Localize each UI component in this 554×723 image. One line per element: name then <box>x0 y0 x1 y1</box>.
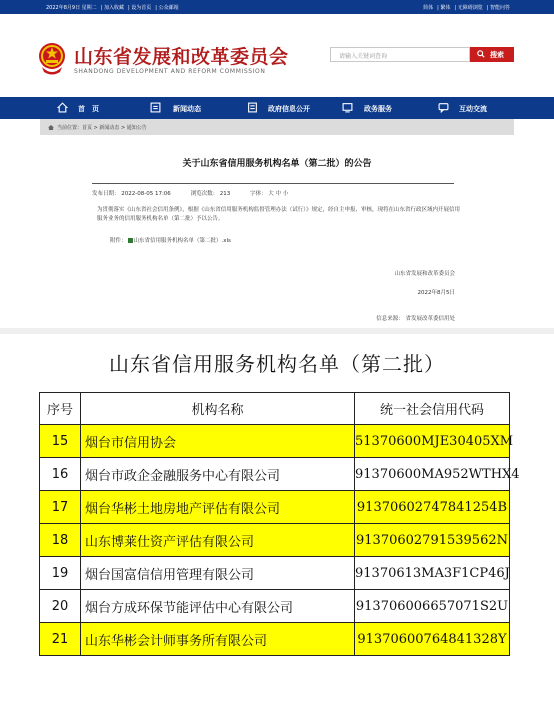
traditional-link[interactable]: 繁体 <box>440 5 451 11</box>
table-row <box>40 524 510 557</box>
credit-code: 91370600MA952WTHX4 <box>355 458 510 491</box>
site-subtitle: SHANDONG DEVELOPMENT AND REFORM COMMISSION <box>74 68 266 75</box>
add-favorite-link[interactable]: 加入收藏 <box>103 5 124 11</box>
nav-item-news[interactable]: 新闻动态 <box>173 105 201 113</box>
main-nav <box>0 97 554 119</box>
home-icon <box>57 102 68 113</box>
search-input[interactable]: 请输入关键词查询 <box>330 47 470 62</box>
agency-name: 烟台市政企金融服务中心有限公司 <box>81 458 355 491</box>
row-number: 16 <box>40 458 81 491</box>
signature-date: 2022年8月5日 <box>417 290 455 296</box>
credit-code: 91370600764841328Y <box>355 623 510 656</box>
excel-file-icon <box>128 238 133 243</box>
news-icon <box>150 102 161 113</box>
article-title: 关于山东省信用服务机构名单（第二批）的公告 <box>182 159 372 169</box>
site-header <box>0 14 554 97</box>
credit-code: 51370600MJE30405XM <box>355 425 510 458</box>
header-code: 统一社会信用代码 <box>355 393 510 425</box>
public-mail-link[interactable]: 公众邮箱 <box>158 5 179 11</box>
service-icon <box>342 102 353 113</box>
header-name: 机构名称 <box>81 393 355 425</box>
table-row <box>40 425 510 458</box>
chat-icon <box>438 102 449 113</box>
attachment-label: 附件： <box>110 238 127 244</box>
row-number: 17 <box>40 491 81 524</box>
date-text: 2022年8月9日 星期二 <box>46 5 97 11</box>
site-title: 山东省发展和改革委员会 <box>74 46 289 68</box>
row-number: 18 <box>40 524 81 557</box>
table-header-row <box>40 393 510 425</box>
table-row <box>40 458 510 491</box>
agency-name: 山东博莱仕资产评估有限公司 <box>81 524 355 557</box>
agency-name: 烟台华彬土地房地产评估有限公司 <box>81 491 355 524</box>
agency-list-table <box>39 392 520 656</box>
set-homepage-link[interactable]: 设为首页 <box>131 5 152 11</box>
nav-item-interaction[interactable]: 互动交流 <box>459 105 487 113</box>
attachment-link[interactable]: 山东省信用服务机构名单（第二批）.xls <box>133 238 231 244</box>
smart-qa-link[interactable]: 智能问答 <box>489 5 510 11</box>
nav-item-info-disclosure[interactable]: 政府信息公开 <box>268 105 310 113</box>
table-body <box>40 425 520 656</box>
national-emblem-icon <box>38 41 66 77</box>
agency-name: 山东华彬会计师事务所有限公司 <box>81 623 355 656</box>
table-row <box>40 557 510 590</box>
accessibility-link[interactable]: 无障碍浏览 <box>457 5 483 11</box>
location-icon <box>48 125 54 130</box>
view-count: 浏览次数： 213 <box>190 191 231 197</box>
credit-code: 91370602747841254B <box>355 491 510 524</box>
signature-org: 山东省发展和改革委员会 <box>394 271 455 277</box>
table-row <box>40 491 510 524</box>
row-number: 15 <box>40 425 81 458</box>
article-body: 为贯彻落实《山东省社会信用条例》，根据《山东省信用服务机构监督管理办法（试行）》规定，经自主申报、审核，现将在山东省行政区域内开展信用服务业务的信用服务机构名单（第二批）予以公告。 <box>97 207 461 222</box>
meta-divider <box>92 183 454 184</box>
table-row <box>40 590 510 623</box>
nav-item-home[interactable]: 首 页 <box>78 105 99 113</box>
row-number: 20 <box>40 590 81 623</box>
agency-name: 烟台市信用协会 <box>81 425 355 458</box>
agency-name: 烟台方成环保节能评估中心有限公司 <box>81 590 355 623</box>
credit-code: 91370613MA3F1CP46J <box>355 557 510 590</box>
breadcrumb-text[interactable]: 当前位置：首页 > 新闻动态 > 通知公告 <box>57 125 147 131</box>
table-title: 山东省信用服务机构名单（第二批） <box>109 352 445 376</box>
table-row <box>40 623 510 656</box>
font-size-switch[interactable]: 字体： 大 中 小 <box>250 191 289 197</box>
info-disclosure-icon <box>247 102 258 113</box>
info-source: 信息来源： 省发展改革委信用处 <box>376 316 455 322</box>
credit-code: 91370602791539562N <box>355 524 510 557</box>
row-number: 19 <box>40 557 81 590</box>
top-bar-left: 2022年8月9日 星期二 | 加入收藏 | 设为首页 | 公众邮箱 <box>46 5 179 11</box>
simplified-link[interactable]: 简体 <box>423 5 434 11</box>
attachment <box>110 236 231 244</box>
breadcrumb <box>40 119 514 135</box>
credit-code: 913706006657071S2U <box>355 590 510 623</box>
header-no: 序号 <box>40 393 81 425</box>
publish-date: 发布日期： 2022-08-05 17:06 <box>92 191 171 197</box>
article-meta <box>92 189 306 197</box>
row-number: 21 <box>40 623 81 656</box>
search-button[interactable] <box>470 47 514 62</box>
search-icon <box>477 50 485 58</box>
search-button-label: 搜索 <box>490 51 504 59</box>
section-divider <box>0 328 554 334</box>
top-bar <box>0 0 554 14</box>
agency-name: 烟台国富信信用管理有限公司 <box>81 557 355 590</box>
top-bar-right: 简体 | 繁体 | 无障碍浏览 | 智能问答 <box>423 5 510 11</box>
nav-item-services[interactable]: 政务服务 <box>364 105 392 113</box>
